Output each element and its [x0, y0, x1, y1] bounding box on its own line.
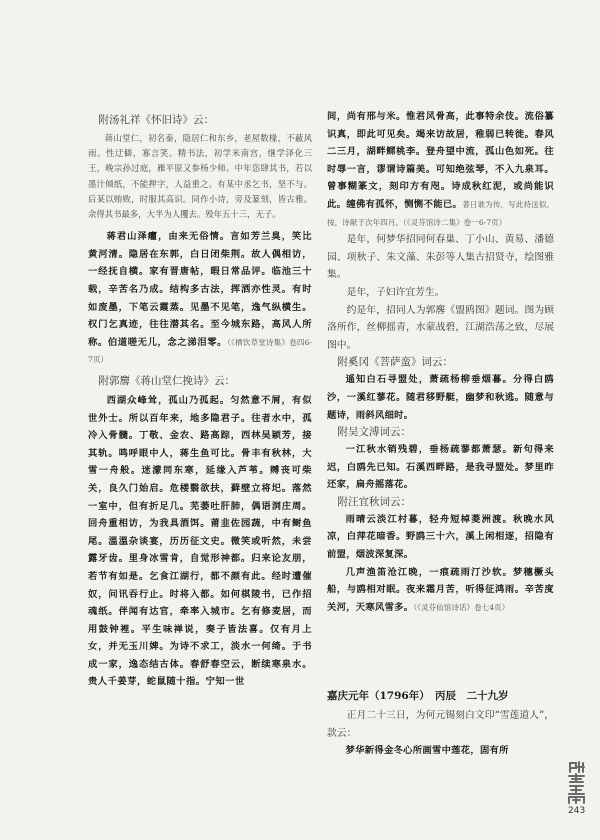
ci-poem-wu-wenpu: 一江秋水销残碧，垂杨疏蓼都萧瑟。新句得来迟，白鸥先已知。石溪西畔路，是我寻盟处。梦里昨还家，扁舟摇落花。 [327, 444, 554, 491]
ci-poem-wang-yiqiu: 雨晴云淡江村暮，轻舟短棹菱洲渡。秋晚水风凉，白萍花暗香。野鸥三十六，溪上闲相逐，招隐有前盟，烟波深复深。 [327, 513, 554, 561]
right-column [327, 108, 554, 616]
poem-huaijiu: 蒋君山泽癯，由来无俗情。言如芳兰臭，笑比黄河清。隐居在东郭，白日闭柴荆。故人偶相访，一经抚自横。家有晋唐帖，暇日常品评。临池三十载，辛苦名乃成。结构多古法，挥洒亦性灵。有时如废墨，下笔云霞蒸。见墨不见笔，逸气纵横生。权门乞真迹，往往潜其名。至今城东路，高风人所称。伯道嗟无儿，念之涕泪零。（《栖饮草堂诗集》卷四6-7页） [88, 231, 312, 365]
year-entry [327, 707, 554, 760]
entry-paragraph-yaji: 是年，何梦华招同何春巢、丁小山、黄易、潘德园、项秋子、朱文藻、朱彭等人集古招贤寺，绘图雅集。 [327, 234, 554, 281]
biographical-note: 蒋山堂仁，初名泰，隐居仁和东乡，老屋数椽，不蔽风雨。性迂僻，寡言笑。精书法，初学米南宫，继学泽化三王，晚宗孙过庭，雁平原又参杨少师。中年恣肆其书，若以墨汁倾纸，不能押字，人益重之。有某中丞乞书，坚不与。后某以贿败，时服其高识。同作小诗，旁及篆刻，皆古雅。余得其书最多，大半为人攫去。殁年五十三，无子。 [88, 133, 312, 220]
entry-paragraph-birth: 是年，子妇许宜芳生。 [346, 286, 445, 298]
year-heading: 嘉庆元年（1796年） 丙辰 二十九岁 [327, 690, 509, 702]
ci-poem-wang-yiqiu-2: 几声渔笛沧江晚，一痕疏雨汀沙软。梦穗橛头船，与鸥相对眠。夜来霜月苦，听得征鸿雨。辛苦度关河，天寒风雪多。（《灵芬仙馆诗话》卷七4页） [327, 566, 554, 613]
section-heading-guo-lin: 附郭麐《蒋山堂仁挽诗》云： [98, 374, 235, 387]
section-heading-wang-yiqiu: 附汪宜秋词云： [337, 495, 411, 508]
section-heading-xi-gang: 附奚冈《菩萨蛮》词云： [337, 356, 453, 369]
source-citation: （《栖饮草堂诗集》卷四6-7页） [88, 337, 312, 365]
source-citation-shihua: （《灵芬仙馆诗话》卷七4页） [413, 602, 510, 612]
year-entry-text: 正月二十三日，为何元锡刻白文印“雪莲道人”，款云： [327, 710, 554, 739]
calligraphy-seal-icon [566, 760, 588, 840]
entry-paragraph-mengou: 约是年，招同人为郭麐《盟鸥图》题词。图为顾洛所作，丝柳摇青，水蒙战碧，江湖浩荡之致，尽展图中。 [327, 304, 554, 351]
page-number: 243 [568, 806, 586, 816]
section-heading-tang-lixiang: 附汤礼祥《怀旧诗》云： [98, 114, 214, 126]
section-heading-wu-wenpu: 附吴文溥词云： [337, 426, 411, 439]
poem-wanshi-continued: 间，尚有邢与米。惟君风骨高，此事特余伎。流俗纂识真，即此可见矣。竭来访故居，稚弱已转徙。春风二三月，湖畔鳏桃李。登舟望中流，孤山色如死。往时辱一言，谬谓诗篇美。可知绝弦琴，不入九泉耳。曾事糊篆文，刻印方有咫。诗成秋红泥，或尚能识此。缠佛有孤怀，恻恻不能已。著日谁为传，写此持送似。按，诗献于次年四月。（《灵芬馆诗二集》卷一6-7页） [327, 111, 555, 227]
poem-wanshi: 西湖众峰耸，孤山乃孤起。匀然意不屑，有似世外士。所以百年来，地多隐君子。往者水中，孤冷入骨髓。丁敬、金农、路高踪，西林吴颖芳，接其轨。鸣呼眼中人，蒋生鱼可比。骨丰有秋林，大雪一舟般。迷濛同东寒，延缘入芦苇。赙丧可柴关，良久门始启。危楼翳欲扶，藓壁立将圯。落然一室中，但有折足几。芜萎吐肝肺，偶语洞庄周。回舟重相访，为我具酒饵。莆韭佐园蔬，中有鲥鱼尾。溫溫杂谈宴，历历征文史。微笑或听然，未尝露牙齿。里身冰雪肯，自觉形神都。归来论友朋，若节有如是。乞食江湖行，都不颜有此。经时遭催奴，问讯吞行止。时将入都。如何棋陵书，已作招魂纸。伴闻有达官，牵率入城市。乞有修麦居，而用鼓钟裡。平生味禅说，奏子皆法喜。仅有月上女，并无玉川婢。为诗不求工，淡水一何绮。于书成一家，逸态结古体。春舒春空云，断续寒泉水。贵人千姜芽，蛇鼠随十指。宁知一世 [88, 394, 312, 688]
left-column [88, 112, 312, 693]
year-entry-inscription: 梦华新得金冬心所画雪中莲花，固有所 [345, 745, 509, 757]
ci-poem-xi-gang: 遥知白石寻盟处，萧疏杨柳垂烟暮。分得白鸥沙，一溪红蓼花。随君移野艇，幽梦和秋逃。随意与题诗，雨斜风细时。 [327, 374, 554, 421]
poem-note-citation: 著日谁为传，写此持送似。按，诗献于次年四月。（《灵芬馆诗二集》卷一6-7页） [327, 199, 555, 227]
